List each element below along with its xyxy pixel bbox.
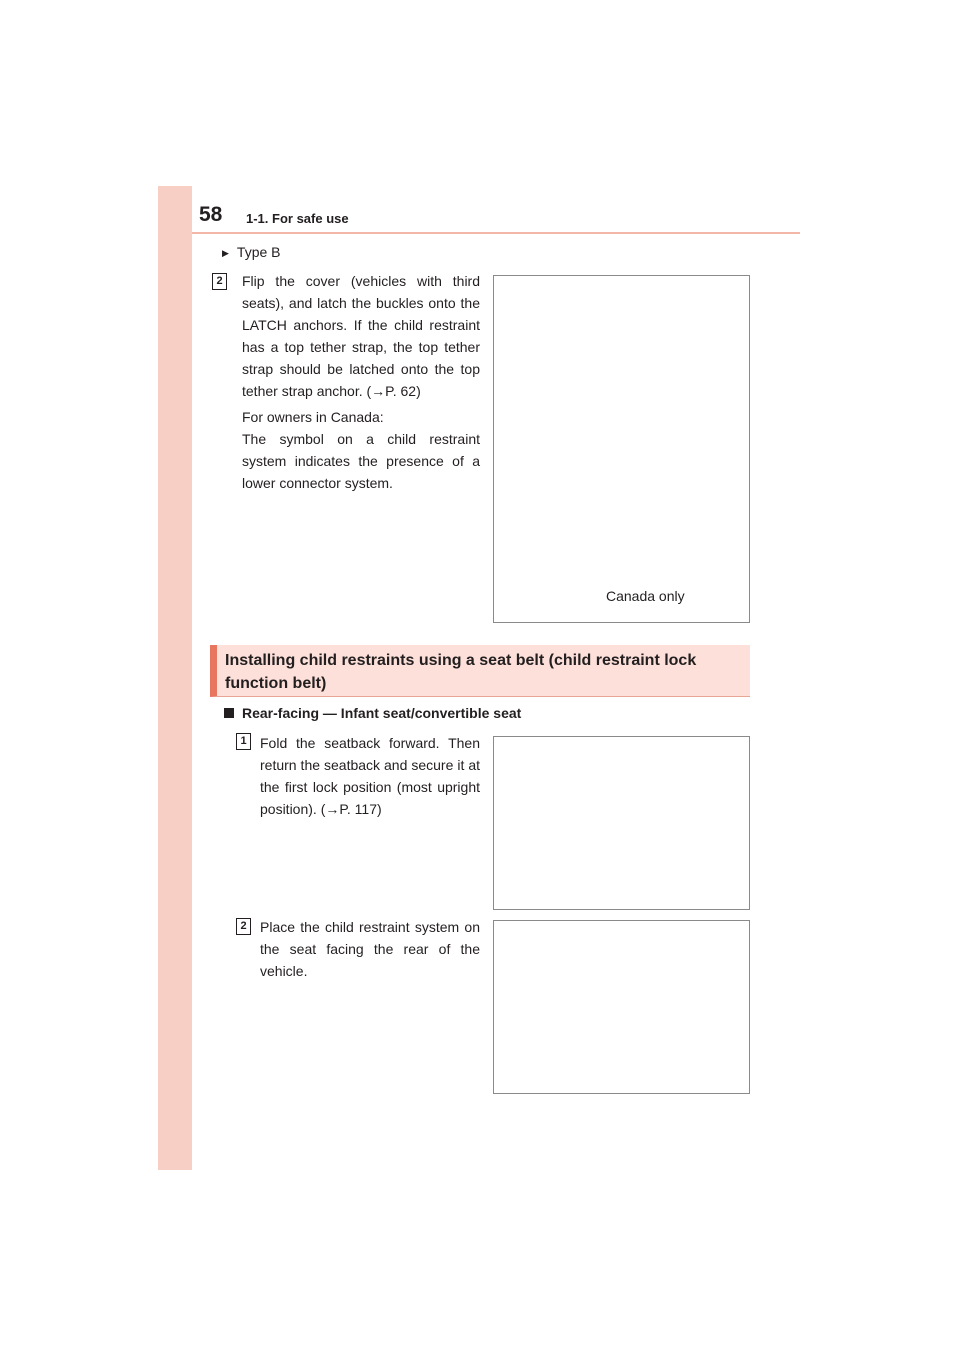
canada-owners-label: For owners in Canada:	[242, 409, 384, 425]
section-title: 1-1. For safe use	[246, 211, 349, 226]
section-heading-box	[210, 645, 750, 697]
canada-only-caption: Canada only	[606, 588, 685, 604]
latch-instructions: Flip the cover (vehicles with third seats), and latch the buckles onto the LATCH anchors. If the child restraint has a top tether strap, the top tether strap should be latched onto the top tether strap anchor. (→P. 62)	[242, 273, 480, 399]
step-2b-badge: 2	[236, 918, 251, 935]
seatback-illustration	[493, 736, 750, 910]
step-2-latch-text	[242, 270, 480, 494]
step-2b-text: Place the child restraint system on the seat facing the rear of the vehicle.	[260, 919, 480, 979]
square-bullet-icon	[224, 708, 234, 718]
type-b-label	[222, 244, 281, 260]
step-2-badge: 2	[212, 273, 227, 290]
latch-illustration	[493, 275, 750, 623]
rear-facing-heading-text: Rear-facing — Infant seat/convertible seat	[242, 705, 522, 721]
rear-facing-heading	[224, 705, 521, 721]
child-seat-illustration	[493, 920, 750, 1094]
page-number: 58	[199, 203, 223, 226]
step-1-text: Fold the seatback forward. Then return the seatback and secure it at the first lock position (most upright position). (→P. 117)	[260, 735, 480, 817]
triangle-bullet-icon: ▶	[222, 248, 229, 258]
step-1-badge: 1	[236, 733, 251, 750]
type-b-text: Type B	[236, 244, 281, 260]
section-heading-title: Installing child restraints using a seat belt (child restraint lock function belt)	[225, 652, 697, 692]
side-color-strip	[158, 186, 192, 1170]
header-rule	[192, 232, 800, 234]
canada-symbol-note: The symbol on a child restraint system indicates the presence of a lower connector system.	[242, 431, 480, 491]
